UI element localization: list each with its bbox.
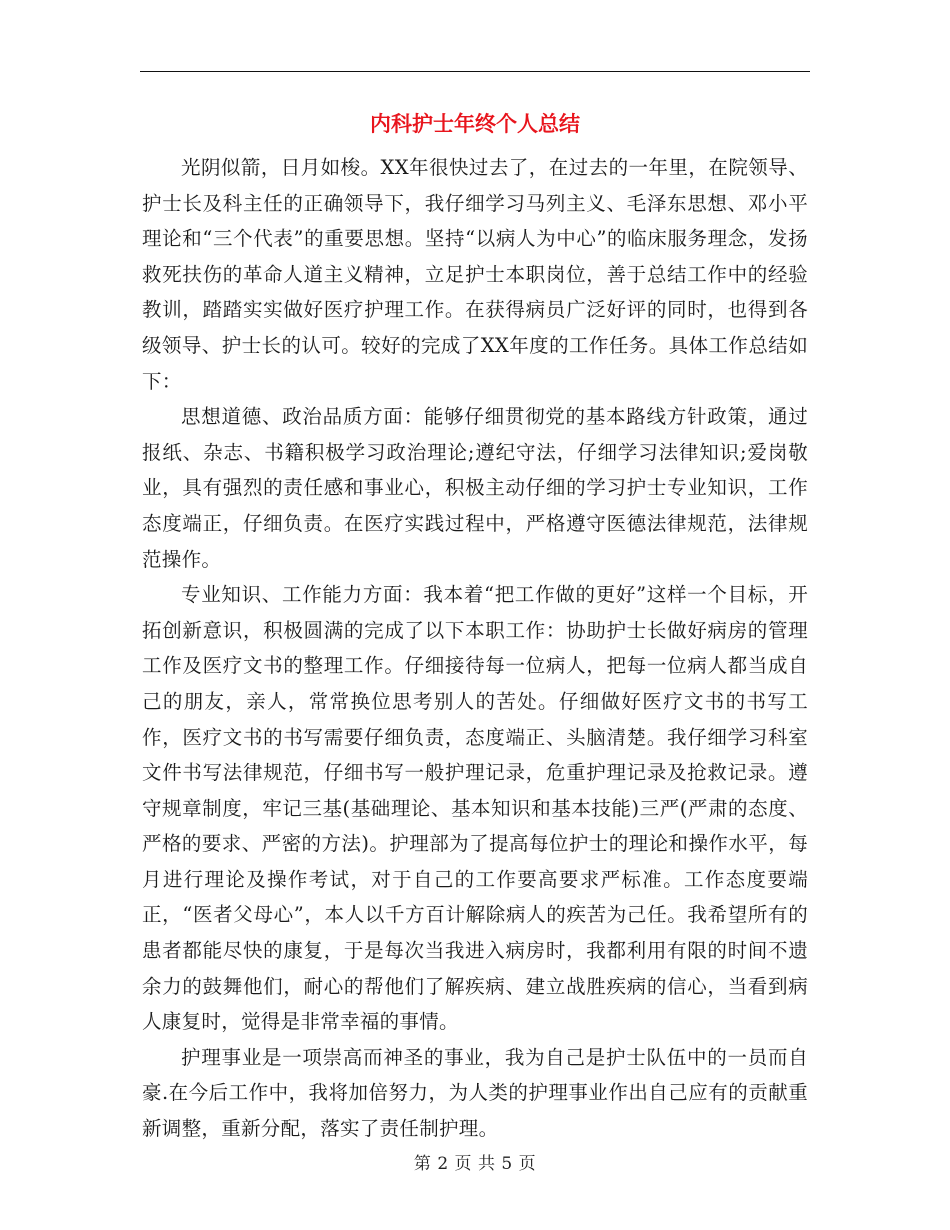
paragraph-professional: 专业知识、工作能力方面：我本着“把工作做的更好”这样一个目标，开拓创新意识，积极圆满的完成了以下本职工作：协助护士长做好病房的管理工作及医疗文书的整理工作。仔细接待每一位病人，把每一位病人都当成自己的朋友，亲人，常常换位思考别人的苦处。仔细做好医疗文书的书写工作，医疗文书的书写需要仔细负责，态度端正、头脑清楚。我仔细学习科室文件书写法律规范，仔细书写一般护理记录，危重护理记录及抢救记录。遵守规章制度，牢记三基(基础理论、基本知识和基本技能)三严(严肃的态度、严格的要求、严密的方法)。护理部为了提高每位护士的理论和操作水平，每月进行理论及操作考试，对于自己的工作要高要求严标准。工作态度要端正，“医者父母心”，本人以千方百计解除病人的疾苦为己任。我希望所有的患者都能尽快的康复，于是每次当我进入病房时，我都利用有限的时间不遗余力的鼓舞他们，耐心的帮他们了解疾病、建立战胜疾病的信心，当看到病人康复时，觉得是非常幸福的事情。: [142, 583, 808, 1034]
header-rule: [140, 71, 810, 72]
document-body: [142, 150, 808, 1147]
paragraph-ideology: 思想道德、政治品质方面：能够仔细贯彻党的基本路线方针政策，通过报纸、杂志、书籍积极学习政治理论;遵纪守法，仔细学习法律知识;爱岗敬业，具有强烈的责任感和事业心，积极主动仔细的学习护士专业知识，工作态度端正，仔细负责。在医疗实践过程中，严格遵守医德法律规范，法律规范操作。: [142, 405, 808, 571]
page-number-footer: 第 2 页 共 5 页: [413, 1154, 537, 1174]
paragraph-conclusion: 护理事业是一项崇高而神圣的事业，我为自己是护士队伍中的一员而自豪.在今后工作中，我将加倍努力，为人类的护理事业作出自己应有的贡献重新调整，重新分配，落实了责任制护理。: [142, 1045, 808, 1141]
paragraph-intro: 光阴似箭，日月如梭。XX年很快过去了，在过去的一年里，在院领导、护士长及科主任的正确领导下，我仔细学习马列主义、毛泽东思想、邓小平理论和“三个代表”的重要思想。坚持“以病人为中心”的临床服务理念，发扬救死扶伤的革命人道主义精神，立足护士本职岗位，善于总结工作中的经验教训，踏踏实实做好医疗护理工作。在获得病员广泛好评的同时，也得到各级领导、护士长的认可。较好的完成了XX年度的工作任务。具体工作总结如下：: [142, 156, 808, 393]
document-title: 内科护士年终个人总结: [370, 112, 580, 136]
